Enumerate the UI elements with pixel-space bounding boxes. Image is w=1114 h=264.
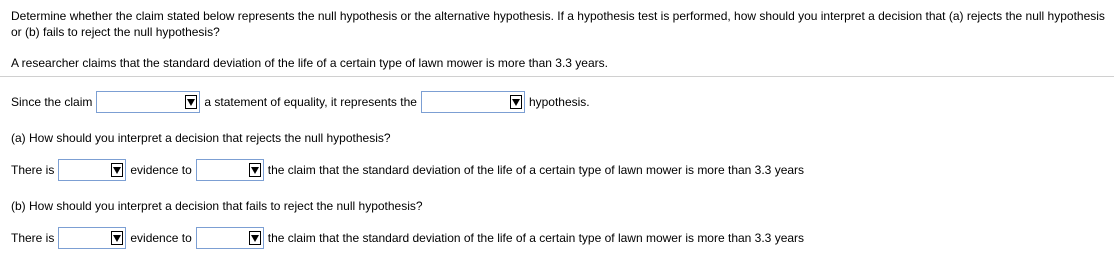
part-a-action-dropdown[interactable] <box>196 159 264 181</box>
part-a-question <box>11 126 391 150</box>
triangle-down-icon[interactable] <box>249 163 261 177</box>
equality-dropdown[interactable] <box>96 91 200 113</box>
part-a-suffix-label: the claim that the standard deviation of the life of a certain type of lawn mower is more than 3.3 years <box>267 163 805 177</box>
since-claim-row <box>11 90 590 114</box>
part-b-middle-label: evidence to <box>130 231 192 245</box>
part-b-question <box>11 194 423 218</box>
part-a-middle-label: evidence to <box>130 163 192 177</box>
part-b-prefix-label: There is <box>11 231 55 245</box>
part-b-suffix-label: the claim that the standard deviation of the life of a certain type of lawn mower is more than 3.3 years <box>267 231 805 245</box>
triangle-down-icon[interactable] <box>249 231 261 245</box>
part-a-prefix-label: There is <box>11 163 55 177</box>
divider <box>0 76 1114 77</box>
part-b-answer-row <box>11 226 804 250</box>
part-a-evidence-dropdown[interactable] <box>58 159 126 181</box>
part-a-question-text: (a) How should you interpret a decision that rejects the null hypothesis? <box>11 131 391 145</box>
triangle-down-icon[interactable] <box>510 95 522 109</box>
since-claim-label: Since the claim <box>11 95 93 109</box>
claim-text: A researcher claims that the standard deviation of the life of a certain type of lawn mower is more than 3.3 years. <box>11 56 608 70</box>
triangle-down-icon[interactable] <box>111 163 123 177</box>
part-b-question-text: (b) How should you interpret a decision that fails to reject the null hypothesis? <box>11 199 423 213</box>
question-text: Determine whether the claim stated below represents the null hypothesis or the alternative hypothesis. If a hypothesis test is performed, how should you interpret a decision that (a) rejects the null hypothesis or (b) fails to reject the null hypothesis? <box>11 9 1105 39</box>
part-b-action-dropdown[interactable] <box>196 227 264 249</box>
equality-statement-label: a statement of equality, it represents the <box>204 95 417 109</box>
triangle-down-icon[interactable] <box>111 231 123 245</box>
hypothesis-label: hypothesis. <box>528 95 590 109</box>
part-a-answer-row <box>11 158 804 182</box>
part-b-evidence-dropdown[interactable] <box>58 227 126 249</box>
triangle-down-icon[interactable] <box>185 95 197 109</box>
hypothesis-type-dropdown[interactable] <box>421 91 525 113</box>
